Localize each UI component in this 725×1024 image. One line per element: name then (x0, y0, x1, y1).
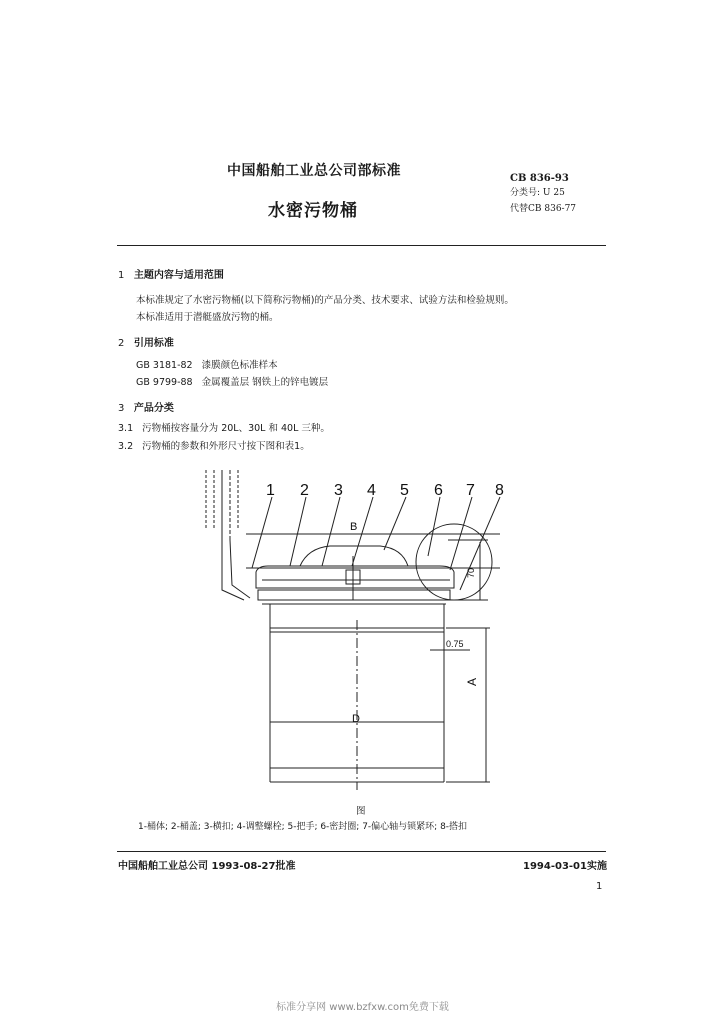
callout-2: 2 (300, 482, 309, 499)
header-rule (117, 245, 606, 246)
figure-legend: 1-桶体; 2-桶盖; 3-横扣; 4-调整螺栓; 5-把手; 6-密封圈; 7-偏心轴与锁紧环; 8-搭扣 (138, 822, 468, 832)
approval-line: 中国船舶工业总公司 1993-08-27批准 (118, 861, 296, 872)
dimension-70: 70 (466, 567, 476, 578)
callout-1: 1 (266, 482, 275, 499)
figure-caption: 图 (356, 806, 366, 817)
callout-8: 8 (495, 482, 504, 499)
page-number: 1 (596, 881, 603, 892)
callout-3: 3 (334, 482, 343, 499)
dimension-075: 0.75 (446, 639, 464, 649)
section-1-para-2: 本标准适用于潜艇盛放污物的桶。 (136, 312, 279, 323)
section-1-heading: 1 主题内容与适用范围 (118, 270, 224, 281)
clause-3-1: 3.1 污物桶按容量分为 20L、30L 和 40L 三种。 (118, 423, 330, 434)
label-a: A (465, 677, 479, 686)
callout-7: 7 (466, 482, 475, 499)
clause-3-2: 3.2 污物桶的参数和外形尺寸按下图和表1。 (118, 441, 310, 452)
reference-row: GB 3181-82 漆膜颜色标准样本 (136, 360, 278, 371)
section-2-heading: 2 引用标准 (118, 338, 174, 349)
section-3-heading: 3 产品分类 (118, 403, 174, 414)
callout-6: 6 (434, 482, 443, 499)
issuing-organization: 中国船舶工业总公司部标准 (227, 163, 401, 179)
standard-code: CB 836-93 (510, 173, 569, 184)
watermark: 标准分享网 www.bzfxw.com免费下载 (276, 1002, 449, 1013)
label-b: B (350, 521, 358, 533)
bucket-drawing (190, 460, 520, 800)
section-1-para-1: 本标准规定了水密污物桶(以下简称污物桶)的产品分类、技术要求、试验方法和检验规则。 (136, 295, 514, 306)
classification-number: 分类号: U 25 (510, 188, 565, 198)
label-d: D (352, 713, 360, 725)
callout-5: 5 (400, 482, 409, 499)
callout-4: 4 (367, 482, 376, 499)
implementation-date: 1994-03-01实施 (523, 861, 607, 872)
document-title: 水密污物桶 (268, 201, 358, 221)
replaces-standard: 代替CB 836-77 (510, 204, 577, 214)
reference-row: GB 9799-88 金属覆盖层 钢铁上的锌电镀层 (136, 377, 329, 388)
footer-rule (117, 851, 606, 852)
